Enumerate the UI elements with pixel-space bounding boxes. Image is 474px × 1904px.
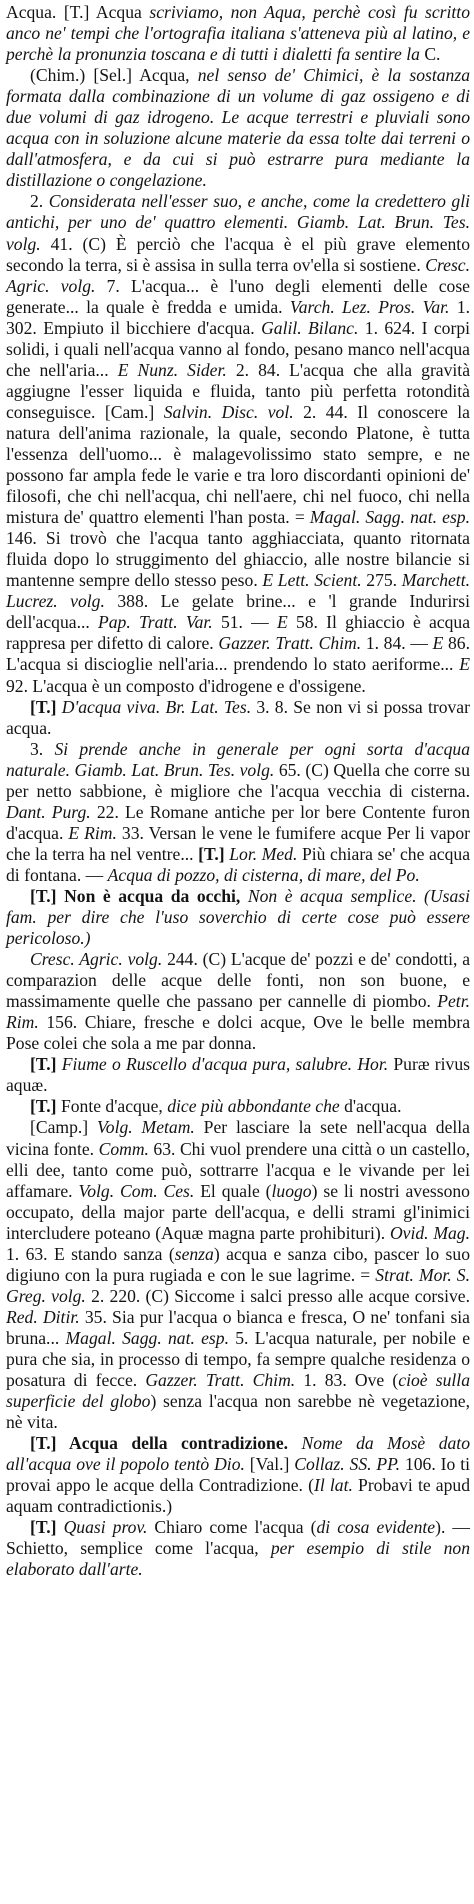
- entry-italic-text: E: [432, 633, 444, 654]
- entry-text: ) acqua e sanza cibo, pascer lo suo digiuno con la pura rugiada e con le sue lagrime. =: [6, 1243, 471, 1285]
- entry-text: [Val.]: [244, 1454, 295, 1475]
- entry-italic-text: Gazzer. Tratt. Chim.: [145, 1370, 296, 1391]
- entry-text: Fonte d'acque,: [56, 1096, 168, 1117]
- entry-italic-text: Strat. Mor. S. Greg. volg.: [6, 1264, 470, 1306]
- entry-paragraph: [6, 1433, 470, 1517]
- entry-text: C.: [424, 44, 441, 65]
- entry-label: [T.] Acqua della contradizione.: [30, 1433, 289, 1454]
- entry-italic-text: Acqua di pozzo, di cisterna, di mare, del Po.: [107, 864, 420, 885]
- entry-italic-text: Galil. Bilanc.: [261, 317, 359, 338]
- entry-italic-text: nel senso de' Chimici, è la sostanza formata dalla combinazione di un volume di gaz ossigeno e di due volumi di gaz idrogeno. Le acque terrestri e pluviali sono acqua con in soluzione alcune materie da essa tolte dai terreni o dall'atmosfera, e da cui si può estrarre pura mediante la distillazione o congelazione.: [6, 65, 470, 191]
- entry-text: 3. 8. Se non vi si possa trovar acqua.: [6, 696, 470, 738]
- entry-text: El quale (: [194, 1180, 272, 1201]
- entry-text: 5. L'acqua naturale, per nobile e pura che sia, in processo di tempo, fa sempre qualche residenza o posatura di fecce.: [6, 1327, 471, 1391]
- entry-italic-text: Volg. Com. Ces.: [78, 1180, 195, 1201]
- entry-paragraph: [6, 191, 470, 696]
- entry-text: Chiaro come l'acqua (: [147, 1517, 317, 1538]
- entry-italic-text: E Rim.: [68, 822, 117, 843]
- entry-paragraph: [6, 1117, 470, 1433]
- entry-text: 1. 624. I corpi solidi, i quali nell'acqua vanno al fondo, pesano manco nell'acqua che nell'aria...: [6, 317, 470, 380]
- entry-text: ) se li nostri avessono occupato, della major parte dell'acqua, e delli strami gl'inimici intercludere poteano (Aquæ magna parte prohibituri).: [6, 1180, 470, 1243]
- entry-paragraph: [6, 2, 470, 65]
- entry-paragraph: [6, 1517, 470, 1580]
- entry-italic-text: Cresc. Agric. volg.: [30, 949, 163, 970]
- entry-text: 388. Le gelate brine... e 'l grande Indurirsi dell'acqua...: [6, 591, 471, 633]
- entry-text: [288, 1433, 301, 1453]
- entry-italic-text: Pap. Tratt. Var.: [98, 612, 213, 633]
- entry-italic-text: luogo: [271, 1180, 312, 1201]
- entry-label: [T.]: [30, 1054, 57, 1075]
- entry-text: 1. 63. E stando sanza (: [6, 1243, 175, 1264]
- entry-text: Per lasciare la sete nell'acqua della vicina fonte.: [6, 1117, 470, 1159]
- dictionary-entry-column: [6, 2, 470, 1581]
- entry-italic-text: Lor. Med.: [229, 843, 298, 864]
- entry-italic-text: cioè sulla superficie del globo: [6, 1370, 470, 1412]
- entry-label: [T.]: [30, 1517, 57, 1538]
- entry-text: 156. Chiare, fresche e dolci acque, Ove le belle membra Pose colei che sola a me par donna.: [6, 1012, 470, 1054]
- entry-paragraph: [6, 949, 470, 1054]
- entry-text: [240, 886, 248, 906]
- entry-text: 58. Il ghiaccio è acqua rappresa per difetto di calore.: [6, 612, 471, 654]
- entry-text: 33. Versan le vene le fumifere acque Per li vapor che la terra ha nel ventre...: [6, 822, 470, 864]
- entry-text: 22. Le Romane antiche per lor bere Contente furon d'acqua.: [6, 801, 470, 843]
- entry-text: 3.: [30, 738, 55, 759]
- entry-italic-text: dice più abbondante che: [167, 1096, 340, 1117]
- entry-paragraph: [6, 1054, 470, 1096]
- entry-text: 7. L'acqua... è l'uno degli elementi delle cose generate... la quale è fredda e umida.: [6, 275, 470, 317]
- entry-text: 2. 220. (C) Siccome i salci presso alle acque corsive.: [85, 1285, 470, 1306]
- entry-paragraph: [6, 886, 470, 949]
- entry-text: Probavi te apud aquam contradictionis.): [6, 1475, 470, 1517]
- entry-italic-text: E Lett. Scient.: [262, 570, 362, 591]
- entry-italic-text: Gazzer. Tratt. Chim.: [218, 633, 362, 654]
- entry-paragraph: [6, 65, 470, 191]
- entry-italic-text: senza: [174, 1243, 214, 1264]
- entry-text: ). — Schietto, semplice come l'acqua,: [6, 1517, 471, 1559]
- entry-italic-text: Magal. Sagg. nat. esp.: [309, 507, 470, 528]
- entry-italic-text: Nome da Mosè dato all'acqua ove il popolo tentò Dio.: [6, 1433, 470, 1475]
- entry-label: [T.]: [30, 696, 57, 717]
- entry-italic-text: Ovid. Mag.: [389, 1222, 470, 1243]
- entry-text: 106. Io ti provai appo le acque della Contradizione. (: [6, 1454, 470, 1496]
- entry-italic-text: Si prende anche in generale per ogni sorta d'acqua naturale. Giamb. Lat. Brun. Tes. volg.: [6, 738, 471, 780]
- entry-text: 2. 44. Il conoscere la natura dell'anima razionale, la quale, secondo Platone, è tutta l'essenza dell'uomo... è malagevolissimo stato sempre, e ne possono far ampla fede le varie e tra loro discordanti opinioni de' filosofi, che chi nell'acqua, chi nell'aere, chi nel fuoco, chi nella mistura de' quattro elementi l'han posta. =: [6, 401, 470, 528]
- entry-italic-text: Considerata nell'esser suo, e anche, come la credettero gli antichi, per uno de' quattro elementi. Giamb. Lat. Brun. Tes. volg.: [6, 191, 470, 254]
- entry-italic-text: Marchett. Lucrez. volg.: [6, 570, 470, 612]
- entry-text: Puræ rivus aquæ.: [6, 1054, 470, 1096]
- entry-text: 86. L'acqua si discioglie nell'aria... prendendo lo stato aeriforme...: [6, 633, 470, 675]
- entry-italic-text: Petr. Rim.: [6, 991, 470, 1033]
- entry-text: 146. Si trovò che l'acqua tanto agghiacciata, quanto ritornata fluida dopo lo struggimento del ghiaccio, alle nostre bilancie si mantenne sempre dello stesso peso.: [6, 528, 470, 591]
- entry-text: 275.: [361, 570, 402, 591]
- entry-label: [T.] Non è acqua da occhi,: [30, 885, 241, 906]
- entry-italic-text: E Nunz. Sider.: [117, 359, 227, 380]
- entry-label: [T.]: [30, 1096, 57, 1117]
- entry-text: Più chiara se' che acqua di fontana. —: [6, 843, 471, 885]
- entry-italic-text: Cresc. Agric. volg.: [6, 254, 470, 296]
- entry-italic-text: Il lat.: [313, 1475, 353, 1496]
- entry-italic-text: Varch. Lez. Pros. Var.: [289, 296, 450, 317]
- entry-text: (Chim.) [Sel.] Acqua,: [30, 65, 198, 86]
- entry-italic-text: di cosa evidente: [316, 1517, 436, 1538]
- entry-text: 51. —: [212, 612, 277, 633]
- entry-italic-text: Quasi prov.: [63, 1517, 148, 1538]
- entry-italic-text: Magal. Sagg. nat. esp.: [65, 1327, 229, 1348]
- entry-text: 1. 84. —: [361, 633, 433, 654]
- entry-italic-text: Non è acqua semplice. (Usasi fam. per dire che l'uso soverchio di certe cose può essere pericoloso.): [6, 885, 470, 949]
- entry-text: 2. 84. L'acqua che alla gravità aggiugne l'esser liquida e fluida, tanto più perfetta rotondità conseguisce. [Cam.]: [6, 359, 470, 422]
- entry-text: Acqua. [T.] Acqua: [6, 2, 150, 22]
- entry-italic-text: Volg. Metam.: [97, 1117, 195, 1138]
- entry-paragraph: [6, 739, 470, 886]
- entry-italic-text: Collaz. SS. PP.: [294, 1454, 401, 1475]
- entry-text: 244. (C) L'acque de' pozzi e de' condotti, a comparazion delle acque delle fonti, non son buone, e massimamente quelle che passano per cannelle di piombo.: [6, 949, 471, 1012]
- entry-italic-text: Fiume o Ruscello d'acqua pura, salubre. Hor.: [61, 1054, 389, 1075]
- entry-text: 1. 302. Empiuto il bicchiere d'acqua.: [6, 296, 471, 338]
- entry-text: [Camp.]: [30, 1117, 98, 1138]
- entry-label: [T.]: [198, 843, 225, 864]
- entry-italic-text: E: [276, 612, 288, 633]
- entry-text: 1. 83. Ove (: [295, 1370, 399, 1391]
- entry-paragraph: [6, 697, 470, 739]
- entry-text: d'acqua.: [339, 1096, 402, 1117]
- entry-italic-text: D'acqua viva. Br. Lat. Tes.: [61, 696, 252, 717]
- entry-italic-text: scriviamo, non Aqua, perchè così fu scritto anco ne' tempi che l'ortografia italiana s'atteneva più al latino, e perchè la pronunzia toscana e di tutti i dialetti fa sentire la: [6, 2, 470, 65]
- entry-text: 63. Chi vuol prendere una città o un castello, elli dee, tanto come può, sottrarre l'acqua e le vivande per lei affamare.: [6, 1138, 470, 1201]
- entry-paragraph: [6, 1096, 470, 1117]
- entry-text: 35. Sia pur l'acqua o bianca e fresca, O ne' tonfani sia bruna...: [6, 1306, 470, 1348]
- entry-text: 2.: [30, 191, 49, 212]
- entry-italic-text: Dant. Purg.: [6, 801, 91, 822]
- entry-text: 65. (C) Quella che corre su per netto sabbione, è migliore che l'acqua vecchia di cisterna.: [6, 759, 470, 801]
- entry-text: [57, 1517, 64, 1537]
- entry-italic-text: Comm.: [98, 1138, 149, 1159]
- entry-text: 41. (C) È perciò che l'acqua è el più grave elemento secondo la terra, si è assisa in sulla terra ov'ella si sostiene.: [6, 233, 470, 275]
- entry-italic-text: per esempio di stile non elaborato dall'arte.: [6, 1538, 470, 1580]
- entry-italic-text: Red. Ditir.: [6, 1306, 80, 1327]
- entry-text: ) senza l'acqua non sarebbe nè vegetazione, nè vita.: [6, 1391, 471, 1433]
- entry-italic-text: Salvin. Disc. vol.: [163, 401, 294, 422]
- entry-italic-text: E: [459, 654, 470, 675]
- entry-text: 92. L'acqua è un composto d'idrogene e d'ossigene.: [6, 675, 366, 696]
